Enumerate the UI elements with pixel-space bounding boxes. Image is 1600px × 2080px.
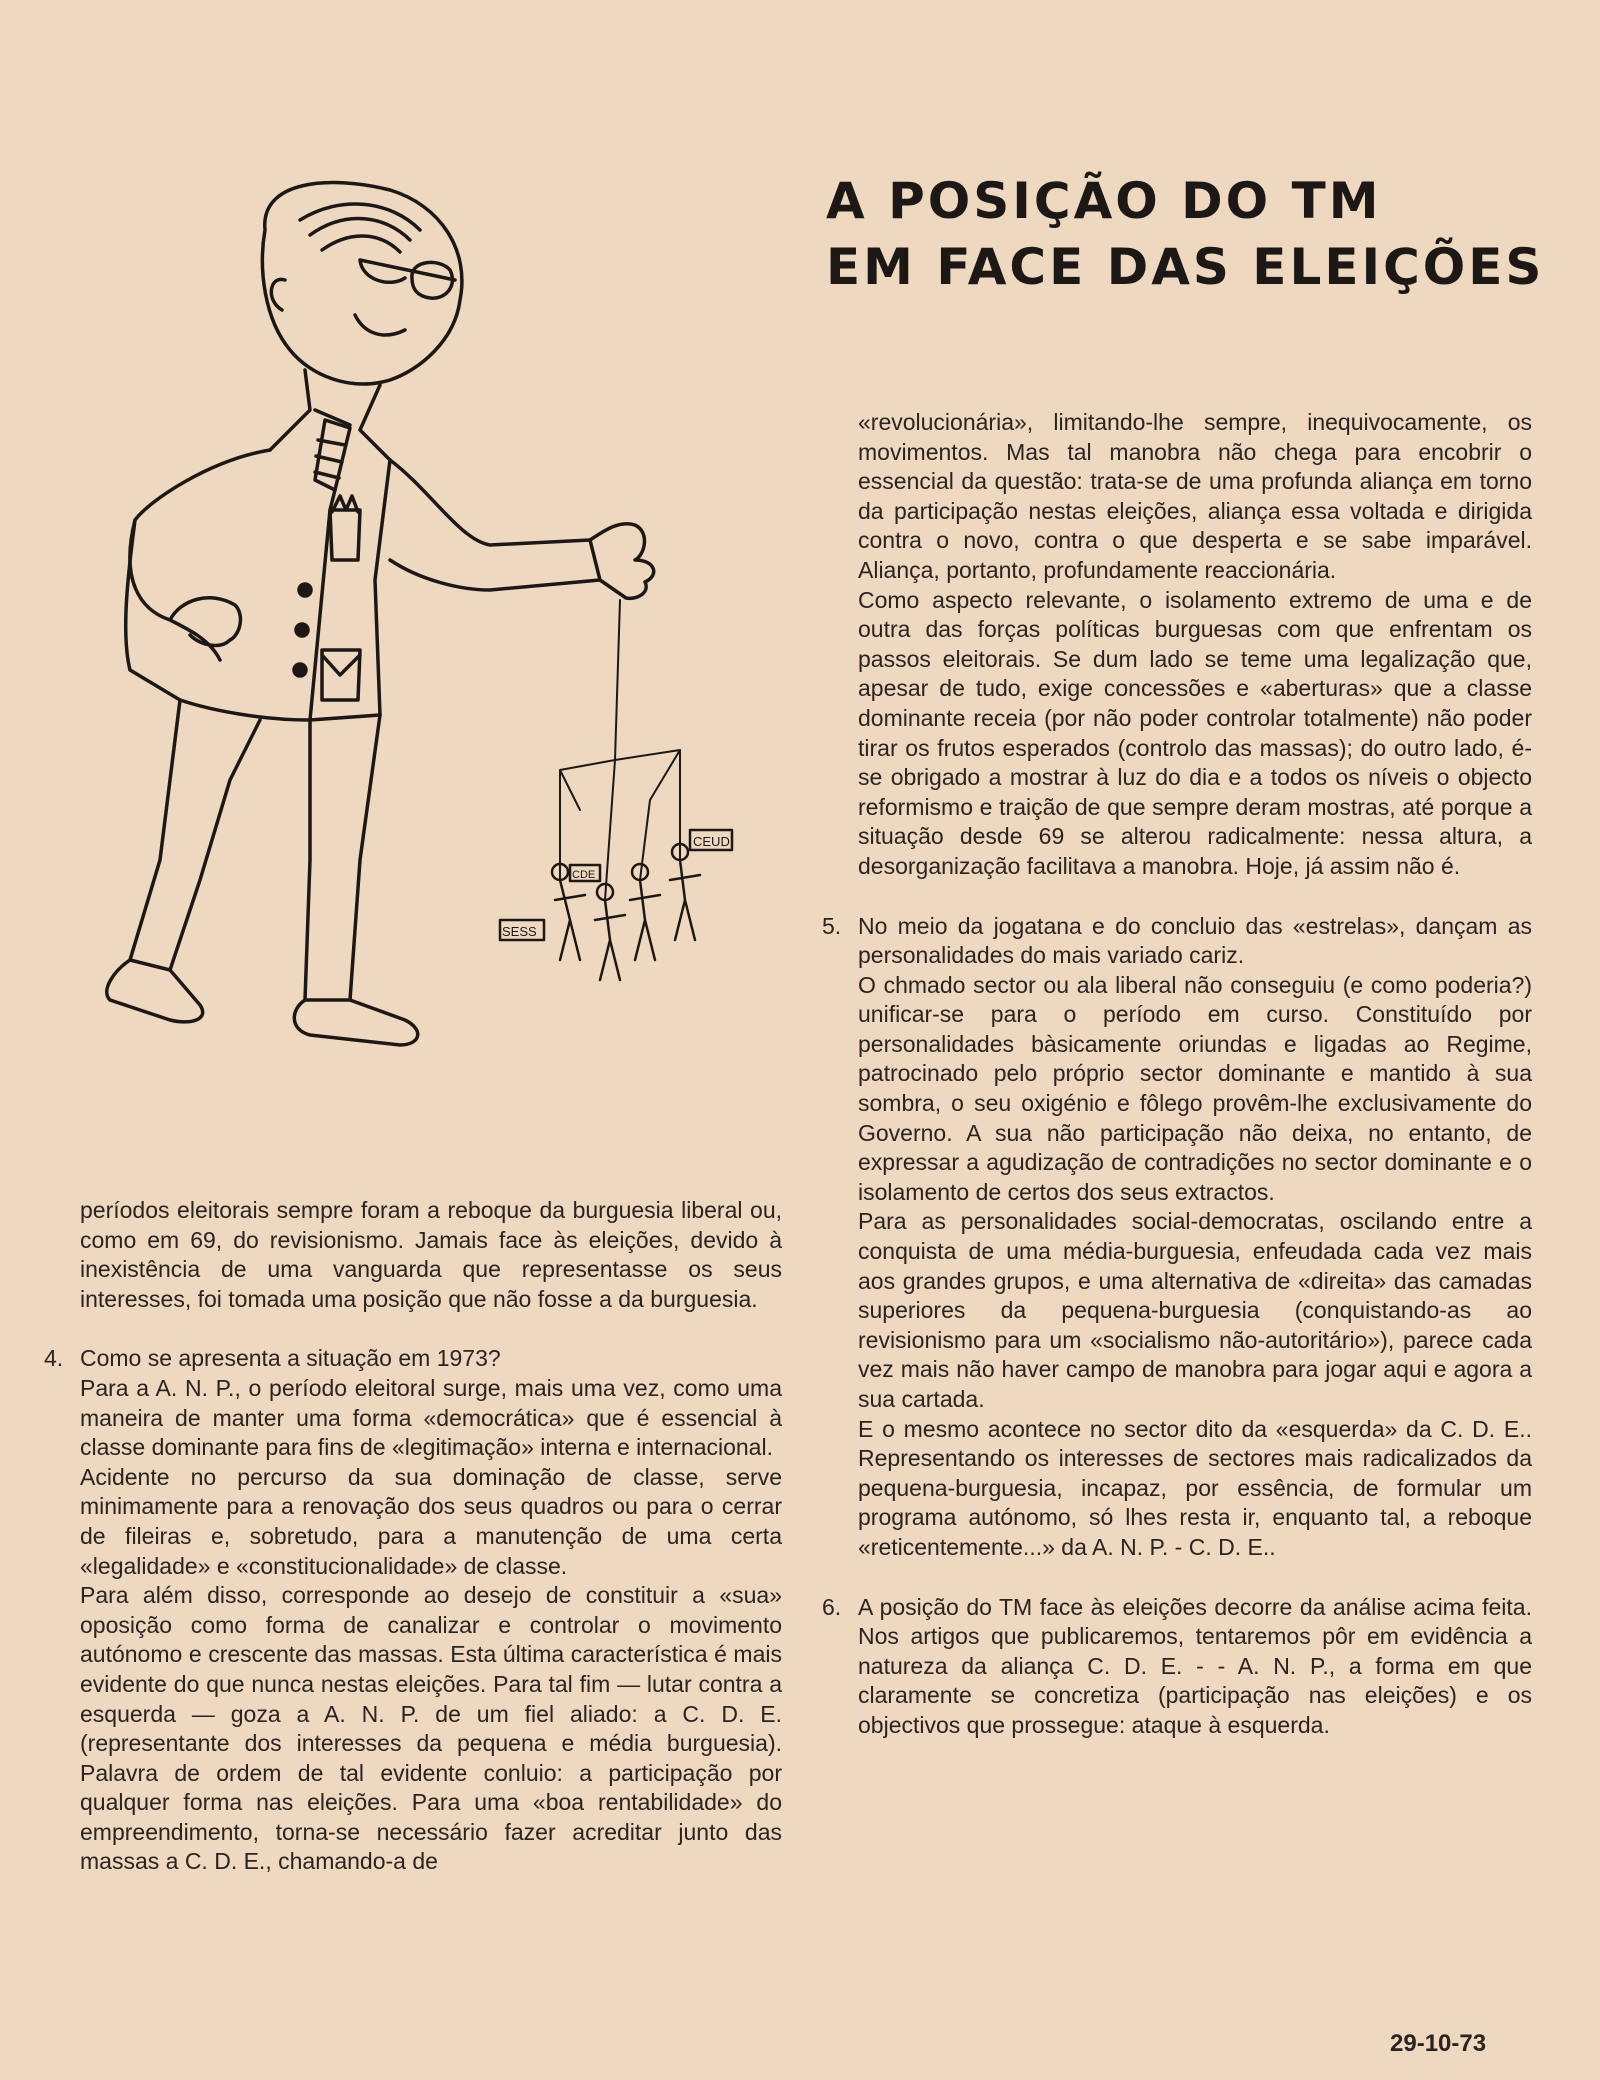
article-title — [826, 168, 1544, 300]
cartoon-ear — [271, 279, 285, 310]
section-number: 4. — [44, 1345, 64, 1372]
politician-puppeteer-cartoon — [60, 160, 820, 1160]
cartoon-jacket — [126, 450, 390, 720]
lower-pocket — [322, 650, 360, 700]
section-number: 6. — [822, 1593, 842, 1620]
cartoon-shoes — [107, 960, 418, 1045]
cartoon-right-arm — [390, 460, 600, 590]
left-column — [44, 1196, 782, 1877]
paragraph: Acidente no percurso da sua dominação de classe, serve minimamente para a renovação dos seus quadros ou para o cerrar de fileiras e, sobretudo, para a manutenção de uma certa «legalidade» e «constitucionalidade» de classe. — [80, 1463, 782, 1579]
paragraph: A posição do TM face às eleições decorre da análise acima feita. Nos artigos que publicaremos, tentaremos pôr em evidência a natureza da aliança C. D. E. - - A. N. P., a forma em que claramente se concretiza (participação nas eleições) e os objectivos que prossegue: ataque à esquerda. — [858, 1593, 1532, 1738]
jacket-button — [296, 624, 308, 636]
section-number: 5. — [822, 912, 842, 939]
section-5 — [822, 912, 1532, 1563]
cartoon-head — [262, 183, 461, 384]
section-6 — [822, 1593, 1532, 1741]
glasses-icon — [360, 260, 455, 298]
section-heading: Como se apresenta a situação em 1973? — [80, 1345, 501, 1372]
right-column — [822, 408, 1532, 1741]
publication-date: 29-10-73 — [1390, 2030, 1487, 2057]
striped-tie — [315, 420, 350, 490]
cartoon-hair — [300, 204, 420, 252]
cartoon-smile — [355, 315, 405, 335]
cartoon-legs — [130, 700, 380, 1000]
puppet-strings — [560, 600, 680, 900]
paragraph: Como aspecto relevante, o isolamento extremo de uma e de outra das forças políticas burguesas com que enfrentam os passos eleitorais. Se dum lado se teme uma legalização que, apesar de tudo, exige concessões e «aberturas» que a classe dominante receia (por não poder controlar totalmente) não poder tirar os frutos esperados (controlo das massas); do outro lado, é-se obrigado a mostrar à luz do dia e a todos os níveis o objecto reformismo e traição de que sempre deram mostras, até porque a situação desde 69 se alterou radicalmente: nessa altura, a desorganização facilitava a manobra. Hoje, já assim não é. — [858, 586, 1532, 879]
cartoon-hand — [590, 524, 654, 599]
puppet-sign-label: CEUD — [693, 834, 730, 849]
breast-pocket — [330, 496, 360, 560]
jacket-button — [294, 664, 306, 676]
paragraph: Para a A. N. P., o período eleitoral surge, mais uma vez, como uma maneira de manter uma forma «democrática» que é essencial à classe dominante para fins de «legitimação» interna e internacional. — [80, 1374, 782, 1461]
section-4 — [44, 1344, 782, 1877]
paragraph: «revolucionária», limitando-lhe sempre, inequivocamente, os movimentos. Mas tal manobra não chega para encobrir o essencial da questão: trata-se de uma profunda aliança em torno da participação nestas eleições, aliança essa voltada e dirigida contra o novo, contra o que desperta e se sabe imparável. Aliança, portanto, profundamente reaccionária. — [858, 409, 1532, 583]
title-line-1: A POSIÇÃO DO TM — [826, 172, 1382, 230]
paragraph: O chmado sector ou ala liberal não conseguiu (e como poderia?) unificar-se para o período em curso. Constituído por personalidades bàsicamente oriundas e ligadas ao Regime, patrocinado pelo próprio sector dominante e mantido à sua sombra, o seu oxigénio e fôlego provêm-lhe exclusivamente do Governo. A sua não participação não deixa, no entanto, de expressar a agudização de contradições no sector dominante e o isolamento de certos dos seus extractos. — [858, 971, 1532, 1205]
left-intro-paragraph: períodos eleitorais sempre foram a reboque da burguesia liberal ou, como em 69, do revisionismo. Jamais face às eleições, devido à inexistência de uma vanguarda que representasse os seus interesses, foi tomada uma posição que não fosse a da burguesia. — [80, 1197, 782, 1312]
title-line-2: EM FACE DAS ELEIÇÕES — [826, 238, 1545, 296]
paragraph: E o mesmo acontece no sector dito da «esquerda» da C. D. E.. Representando os interesses de sectores mais radicalizados da pequena-burguesia, incapaz, por essência, de formular um programa autónomo, só lhes resta ir, enquanto tal, a reboque «reticentemente...» da A. N. P. - C. D. E.. — [858, 1415, 1532, 1560]
paragraph: No meio da jogatana e do concluio das «estrelas», dançam as personalidades do mais variado cariz. — [858, 912, 1532, 969]
jacket-button — [299, 584, 311, 596]
paragraph: Para as personalidades social-democratas, oscilando entre a conquista de uma média-burguesia, enfeudada cada vez mais aos grandes grupos, e uma alternativa de «direita» das camadas superiores da pequena-burguesia (conquistando-as ao revisionismo para um «socialismo não-autoritário»), parece cada vez mais não haver campo de manobra para jogar aqui e agora a sua cartada. — [858, 1208, 1532, 1412]
puppet-sign-label: SESS — [502, 924, 537, 939]
puppet-sign-label: CDE — [572, 869, 596, 881]
paragraph: Para além disso, corresponde ao desejo de constituir a «sua» oposição como forma de canalizar e controlar o movimento autónomo e crescente das massas. Esta última característica é mais evidente do que nunca nestas eleições. Para tal fim — lutar contra a esquerda — goza a A. N. P. de um fiel aliado: a C. D. E. (representante dos interesses da pequena e média burguesia). Palavra de ordem de tal evidente conluio: a participação por qualquer forma nas eleições. Para uma «boa rentabilidade» do empreendimento, torna-se necessário fazer acreditar junto das massas a C. D. E., chamando-a de — [80, 1582, 782, 1875]
cartoon-left-arm — [130, 520, 241, 660]
